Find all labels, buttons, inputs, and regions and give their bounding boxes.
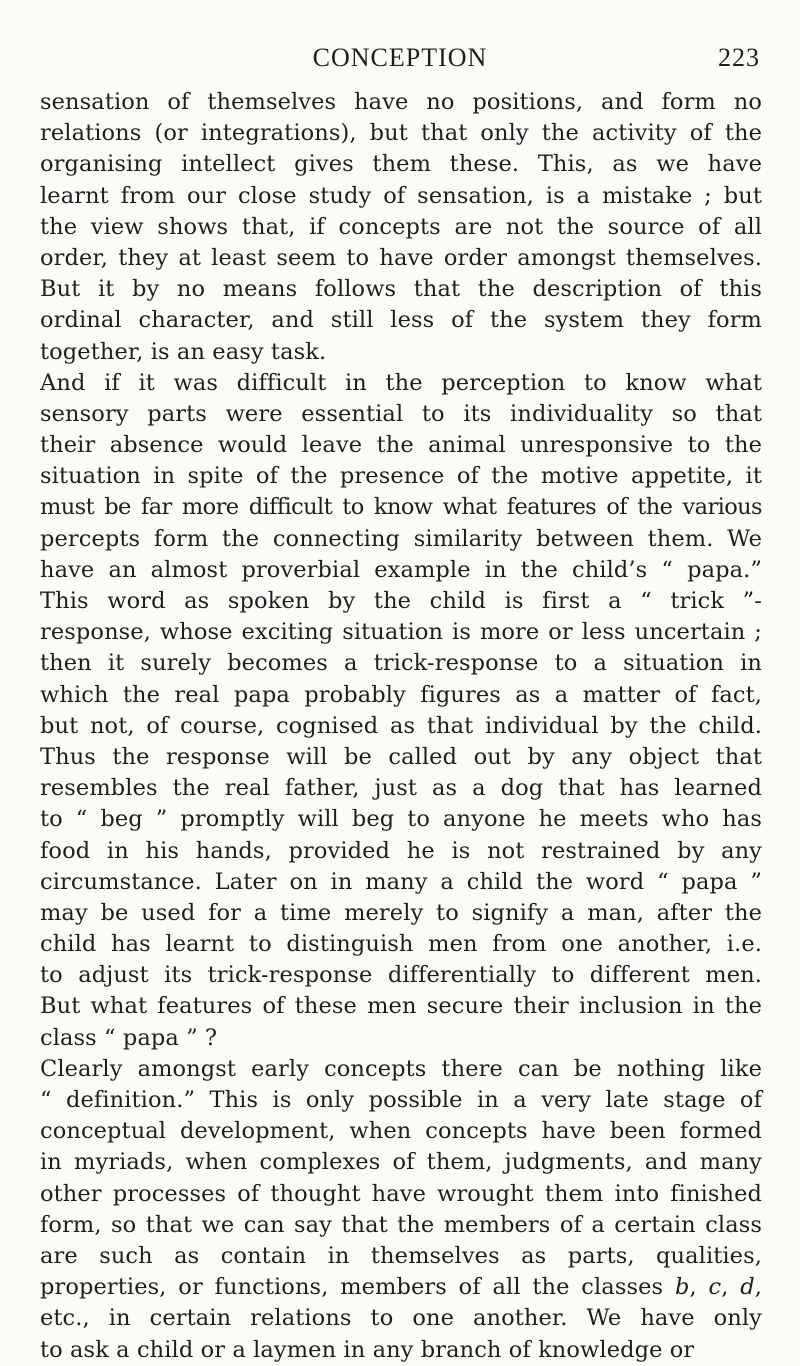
text-line: percepts form the connecting similarity between them. We	[40, 525, 762, 552]
text-line: sensory parts were essential to its individuality so that	[40, 400, 762, 427]
text-line: circumstance. Later on in many a child the word “ papa ”	[40, 868, 762, 895]
text-line: conceptual development, when concepts have been formed	[40, 1118, 762, 1145]
text-line: in myriads, when complexes of them, judgments, and many	[40, 1149, 762, 1176]
text-line: relations (or integrations), but that only the activity of the	[40, 120, 762, 147]
text-line: have an almost proverbial example in the child’s “ papa.”	[40, 556, 762, 583]
text-line: their absence would leave the animal unresponsive to the	[40, 432, 762, 459]
page-header	[0, 40, 800, 76]
text-line: etc., in certain relations to one another. We have only	[40, 1305, 762, 1332]
text-line: And if it was difficult in the perception to know what	[40, 369, 762, 396]
italic-letter: b	[674, 1274, 690, 1301]
text-line: organising intellect gives them these. This, as we have	[40, 151, 762, 178]
italic-letter: c	[708, 1274, 722, 1301]
text-line: which the real papa probably figures as a matter of fact,	[40, 681, 762, 708]
text-line: to ask a child or a laymen in any branch of knowledge or	[40, 1336, 695, 1363]
text-line: Clearly amongst early concepts there can be nothing like	[40, 1055, 762, 1082]
text-line: order, they at least seem to have order amongst themselves.	[40, 244, 762, 271]
text-line: must be far more difficult to know what features of the various	[40, 494, 762, 521]
text-line: food in his hands, provided he is not restrained by any	[40, 837, 762, 864]
text-line: ordinal character, and still less of the system they form	[40, 307, 762, 334]
body-text	[40, 87, 762, 1366]
running-head: CONCEPTION	[312, 43, 488, 72]
text-line: But it by no means follows that the description of this	[40, 276, 762, 303]
italic-letter: d	[740, 1274, 755, 1301]
text-line: child has learnt to distinguish men from one another, i.e.	[40, 931, 762, 958]
text-line: are such as contain in themselves as parts, qualities,	[40, 1242, 762, 1269]
text-line: class “ papa ” ?	[40, 1024, 218, 1051]
text-line: other processes of thought have wrought them into finished	[40, 1180, 762, 1207]
text-line: to adjust its trick-response differentially to different men.	[40, 962, 762, 989]
text-line: response, whose exciting situation is more or less uncertain ;	[40, 619, 762, 646]
text-line: This word as spoken by the child is first a “ trick ”-	[40, 588, 762, 614]
text-line: resembles the real father, just as a dog that has learned	[40, 775, 762, 802]
page-number: 223	[718, 43, 760, 72]
text-line-with-italics: properties, or functions, members of all the classes b, c, d,	[40, 1274, 762, 1301]
text-line: situation in spite of the presence of the motive appetite, it	[40, 463, 762, 490]
text-line: Thus the response will be called out by any object that	[40, 743, 762, 770]
text-line: But what features of these men secure their inclusion in the	[40, 993, 762, 1020]
text-line: may be used for a time merely to signify a man, after the	[40, 899, 762, 926]
text-line: form, so that we can say that the members of a certain class	[40, 1211, 762, 1238]
text-line: sensation of themselves have no positions, and form no	[40, 89, 762, 115]
text-line: “ definition.” This is only possible in a very late stage of	[40, 1087, 762, 1113]
text-line: then it surely becomes a trick-response to a situation in	[40, 650, 762, 677]
text-line: together, is an easy task.	[40, 338, 327, 365]
text-line: to “ beg ” promptly will beg to anyone he meets who has	[40, 806, 762, 833]
text-line: but not, of course, cognised as that individual by the child.	[40, 712, 762, 739]
text-line: learnt from our close study of sensation, is a mistake ; but	[40, 182, 762, 209]
text-line-part: properties, or functions, members of all the classes	[40, 1274, 675, 1301]
text-line: the view shows that, if concepts are not the source of all	[40, 213, 762, 240]
